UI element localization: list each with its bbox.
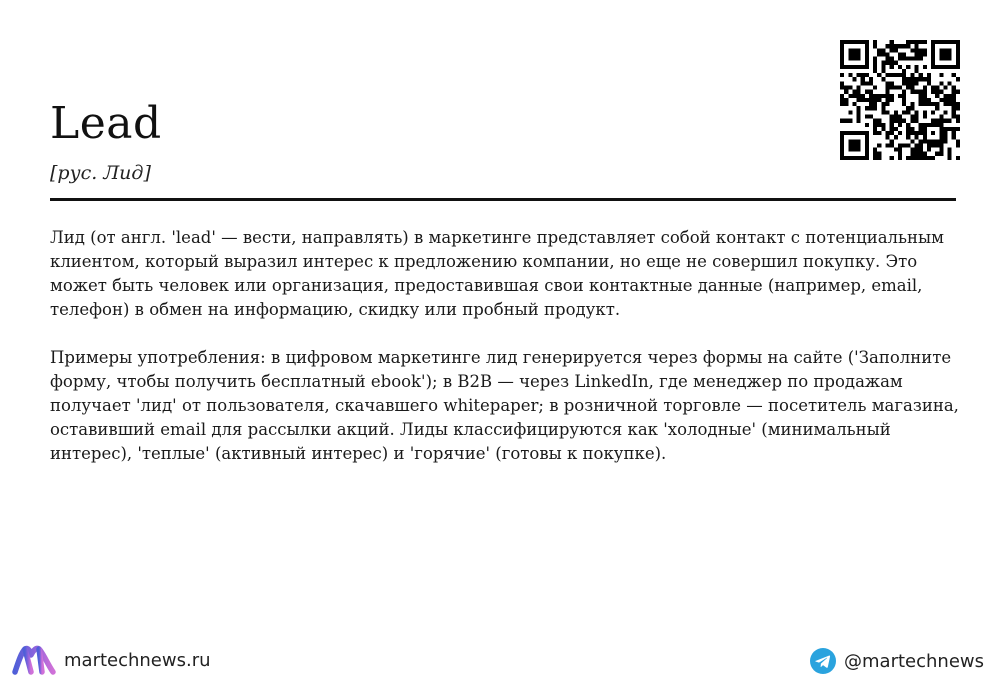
- title-divider: [50, 198, 956, 201]
- definition-text: Лид (от англ. 'lead' — вести, направлять) в маркетинге представляет собой контакт с потенциальным клиентом, который выразил интерес к предложению компании, но еще не совершил покупку. Это может быть человек или организация, предоставившая свои контактные данные (например, email, телефон) в обмен на информацию, скидку или пробный продукт.: [50, 228, 944, 319]
- footer-site-link[interactable]: [12, 644, 211, 676]
- telegram-icon: [810, 648, 836, 674]
- term-translation: [рус. Лид]: [50, 162, 151, 184]
- examples-text: Примеры употребления: в цифровом маркетинге лид генерируется через формы на сайте ('Заполните форму, чтобы получить бесплатный ebook'); в B2B — через LinkedIn, где менеджер по продажам получает 'лид' от пользователя, скачавшего whitepaper; в розничной торговле — посетитель магазина, оставивший email для рассылки акций. Лиды классифицируются как 'холодные' (минимальный интерес), 'теплые' (активный интерес) и 'горячие' (готовы к покупке).: [50, 348, 959, 463]
- footer-telegram-label: @martechnews: [844, 650, 984, 672]
- term-title: Lead: [50, 98, 162, 149]
- qr-code: [840, 40, 960, 160]
- footer-telegram-link[interactable]: [810, 646, 984, 676]
- martechnews-logo-icon: [12, 645, 56, 675]
- footer-site-label: martechnews.ru: [64, 649, 211, 671]
